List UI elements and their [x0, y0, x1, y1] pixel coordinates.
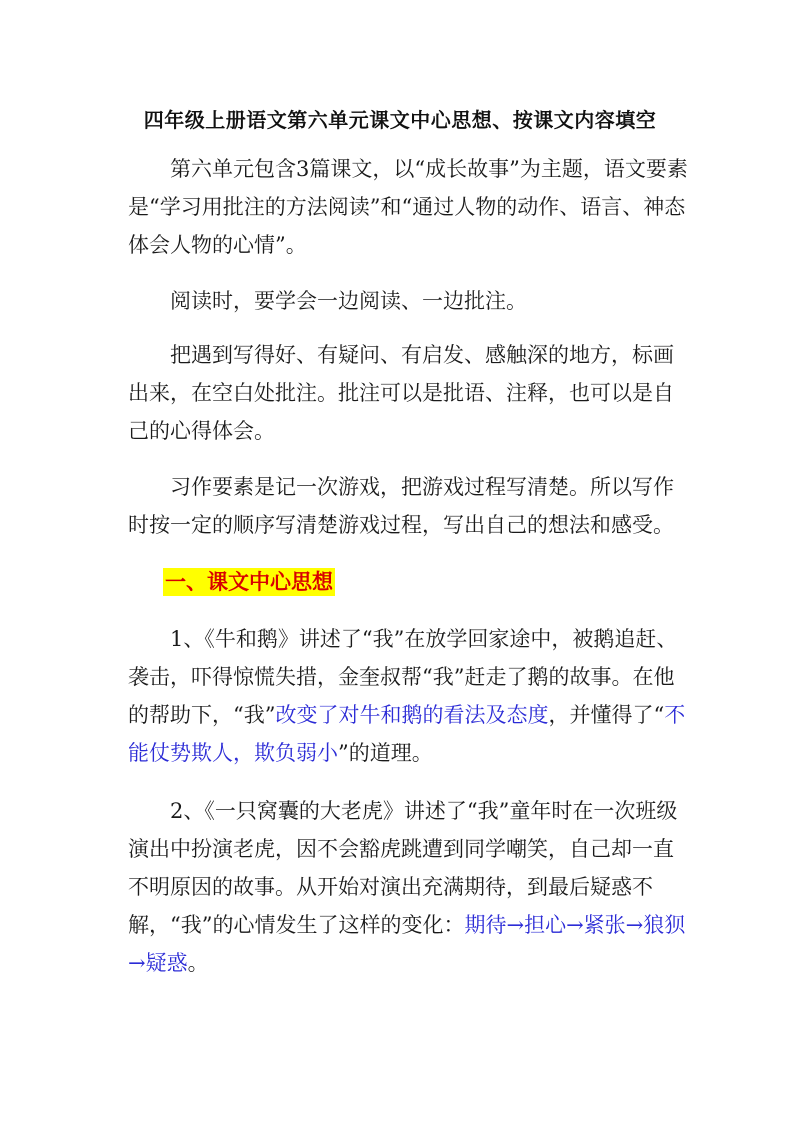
summary-item-2-text-b: 。: [187, 951, 209, 975]
summary-item-1-text-a: 1、《牛和鹅》讲述了“我”在放学回家途中，被鹅追赶、袭击，吓得惊慌失措，金奎叔帮“我”赶走了鹅的故事。在他的帮助下，“我”: [128, 627, 678, 727]
document-title: 四年级上册语文第六单元课文中心思想、按课文内容填空: [143, 108, 657, 132]
summary-item-1: [128, 620, 688, 772]
intro-paragraph-1: 第六单元包含3篇课文，以“成长故事”为主题，语文要素是“学习用批注的方法阅读”和“通过人物的动作、语言、神态体会人物的心情”。: [128, 157, 688, 257]
summary-item-1-text-b: ，并懂得了“: [548, 703, 665, 727]
summary-item-2-text-a: 2、《一只窝囊的大老虎》讲述了“我”童年时在一次班级演出中扮演老虎，因不会豁虎跳遭到同学嘲笑，自己却一直不明原因的故事。从开始对演出充满期待，到最后疑惑不解，“我”的心情发生了这样的变化：: [128, 799, 678, 937]
intro-paragraph-3: 把遇到写得好、有疑问、有启发、感触深的地方，标画出来，在空白处批注。批注可以是批语、注释，也可以是自己的心得体会。: [128, 343, 674, 443]
summary-item-1-text-c: ”的道理。: [338, 741, 433, 765]
summary-item-1-highlight-b: 不能仗势欺人，欺负弱小: [128, 703, 686, 765]
intro-paragraph-2: 阅读时，要学会一边阅读、一边批注。: [170, 289, 527, 313]
summary-item-2-highlight-a: 期待→担心→紧张→狼狈→疑惑: [128, 913, 686, 975]
summary-item-2: [128, 792, 688, 982]
summary-item-1-highlight-a: 改变了对牛和鹅的看法及态度: [275, 703, 549, 727]
intro-paragraph-4: 习作要素是记一次游戏，把游戏过程写清楚。所以写作时按一定的顺序写清楚游戏过程，写出自己的想法和感受。: [128, 475, 674, 537]
section-heading: 一、课文中心思想: [165, 570, 333, 594]
